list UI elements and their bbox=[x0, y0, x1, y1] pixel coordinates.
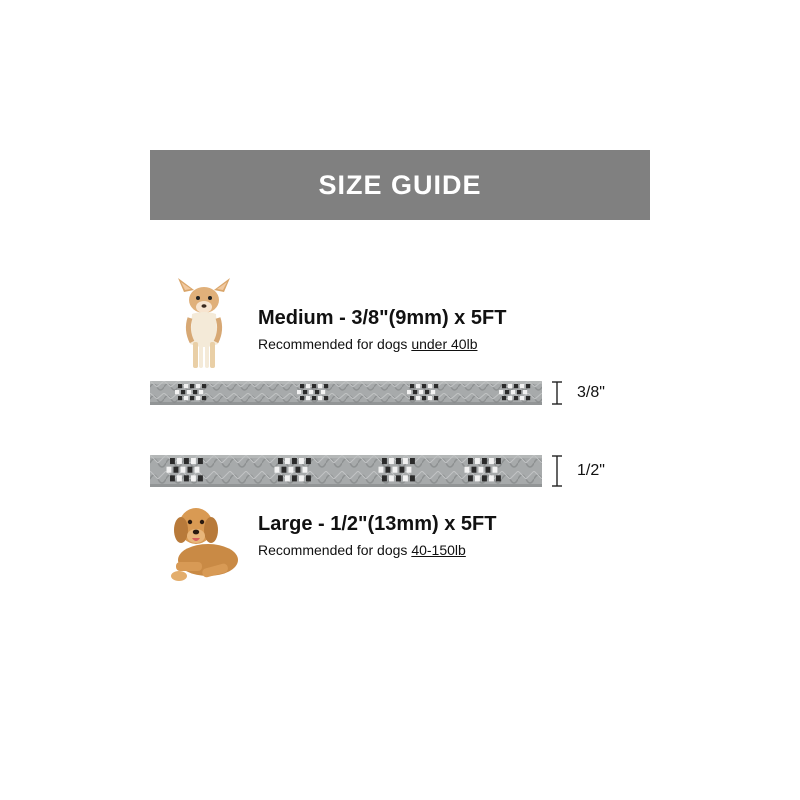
large-size-recommendation bbox=[258, 542, 466, 558]
medium-dimension-label: 3/8" bbox=[577, 384, 605, 401]
banner-title: SIZE GUIDE bbox=[318, 169, 482, 200]
large-dimension-label: 1/2" bbox=[577, 462, 605, 479]
medium-size-title: Medium - 3/8"(9mm) x 5FT bbox=[258, 307, 507, 329]
large-dimension-marker bbox=[550, 455, 564, 487]
medium-size-recommendation bbox=[258, 336, 477, 352]
large-weight-range: 40-150lb bbox=[411, 542, 466, 558]
large-rope-image bbox=[150, 455, 542, 487]
medium-dimension-marker bbox=[550, 381, 564, 405]
medium-weight-range: under 40lb bbox=[411, 336, 478, 352]
medium-recommendation-prefix: Recommended for dogs bbox=[258, 336, 412, 352]
large-recommendation-prefix: Recommended for dogs bbox=[258, 542, 412, 558]
size-guide-banner bbox=[150, 150, 650, 220]
medium-rope-image bbox=[150, 381, 542, 405]
chihuahua-icon bbox=[168, 278, 240, 372]
golden-retriever-icon bbox=[168, 500, 244, 586]
large-size-title: Large - 1/2"(13mm) x 5FT bbox=[258, 513, 497, 535]
